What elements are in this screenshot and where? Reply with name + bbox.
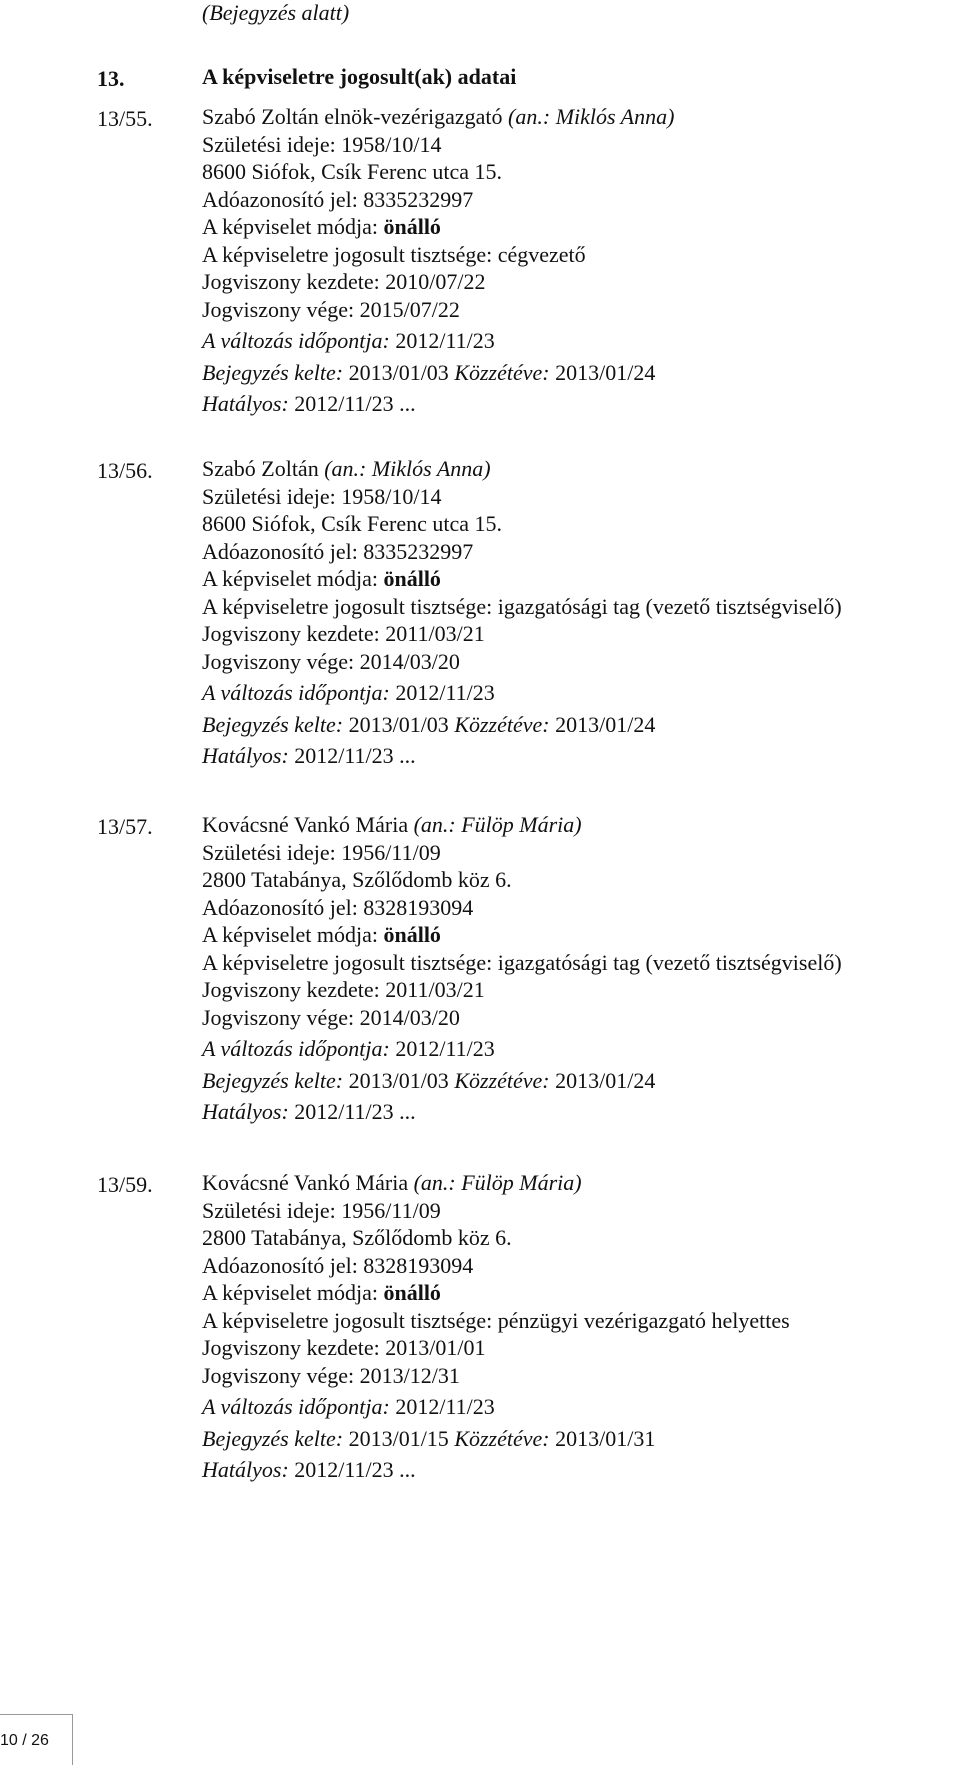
person-name: Kovácsné Vankó Mária	[202, 812, 409, 837]
effective-value: 2012/11/23 ...	[294, 1099, 416, 1124]
start-date: Jogviszony kezdete: 2011/03/21	[202, 621, 485, 646]
pub-value: 2013/01/24	[555, 1067, 656, 1093]
effective-line	[202, 1099, 416, 1125]
pub-value: 2013/01/31	[555, 1425, 656, 1451]
tax-line	[202, 1253, 473, 1279]
birth-date: Születési ideje: 1958/10/14	[202, 131, 442, 157]
address: 2800 Tatabánya, Szőlődomb köz 6.	[202, 1225, 512, 1250]
effective-label: Hatályos:	[202, 743, 289, 768]
title-line	[202, 594, 842, 620]
page-number: 10 / 26	[0, 1732, 49, 1749]
mode-line	[202, 1280, 441, 1306]
start-line	[202, 269, 486, 295]
tax-line	[202, 187, 473, 213]
reg-value: 2013/01/03	[348, 359, 449, 385]
end-date: Jogviszony vége: 2015/07/22	[202, 296, 460, 322]
pub-label: Közzétéve:	[454, 359, 550, 385]
start-line	[202, 977, 485, 1003]
reg-value: 2013/01/03	[348, 1067, 449, 1093]
position-title: A képviseletre jogosult tisztsége: igazgatósági tag (vezető tisztségviselő)	[202, 949, 842, 975]
effective-value: 2012/11/23 ...	[294, 391, 416, 416]
change-label: A változás időpontja:	[202, 1036, 390, 1061]
registration-line	[202, 1068, 655, 1094]
position-title: A képviseletre jogosult tisztsége: pénzügyi vezérigazgató helyettes	[202, 1307, 790, 1333]
end-line	[202, 1005, 460, 1031]
change-line	[202, 1036, 495, 1062]
tax-line	[202, 539, 473, 565]
pub-label: Közzétéve:	[454, 1067, 550, 1093]
entry-number: 13/56.	[97, 458, 153, 483]
mother-name: (an.: Fülöp Mária)	[413, 1170, 582, 1195]
pub-label: Közzétéve:	[454, 1425, 550, 1451]
effective-label: Hatályos:	[202, 1099, 289, 1124]
address: 8600 Siófok, Csík Ferenc utca 15.	[202, 159, 503, 184]
tax-id: Adóazonosító jel: 8328193094	[202, 894, 474, 920]
birth-date: Születési ideje: 1956/11/09	[202, 1197, 441, 1223]
end-line	[202, 1363, 460, 1389]
title-line	[202, 950, 842, 976]
mode-value: önálló	[383, 1280, 441, 1305]
pub-value: 2013/01/24	[555, 359, 656, 385]
position-title: A képviseletre jogosult tisztsége: cégvezető	[202, 241, 586, 267]
address-line	[202, 867, 512, 893]
mode-label: A képviselet módja:	[202, 922, 378, 947]
effective-value: 2012/11/23 ...	[294, 743, 416, 768]
title-line	[202, 1308, 790, 1334]
change-value: 2012/11/23	[395, 1394, 495, 1419]
start-line	[202, 1335, 486, 1361]
change-line	[202, 680, 495, 706]
mother-name: (an.: Miklós Anna)	[324, 456, 491, 481]
tax-id: Adóazonosító jel: 8328193094	[202, 1252, 474, 1278]
person-name: Szabó Zoltán	[202, 456, 319, 481]
birth-line	[202, 840, 441, 866]
mother-name: (an.: Miklós Anna)	[508, 104, 675, 129]
name-line	[202, 1170, 582, 1196]
effective-label: Hatályos:	[202, 1457, 289, 1482]
effective-line	[202, 391, 416, 417]
entry-number: 13/59.	[97, 1172, 153, 1197]
position-title: A képviseletre jogosult tisztsége: igazgatósági tag (vezető tisztségviselő)	[202, 593, 842, 619]
tax-line	[202, 895, 473, 921]
reg-label: Bejegyzés kelte:	[202, 1067, 344, 1093]
pub-value: 2013/01/24	[555, 711, 656, 737]
person-name: Kovácsné Vankó Mária	[202, 1170, 409, 1195]
change-label: A változás időpontja:	[202, 680, 390, 705]
end-line	[202, 649, 460, 675]
address: 2800 Tatabánya, Szőlődomb köz 6.	[202, 867, 512, 892]
pub-label: Közzétéve:	[454, 711, 550, 737]
registration-line	[202, 1426, 655, 1452]
end-date: Jogviszony vége: 2013/12/31	[202, 1362, 460, 1388]
change-value: 2012/11/23	[395, 680, 495, 705]
mode-value: önálló	[383, 214, 441, 239]
start-line	[202, 621, 485, 647]
effective-label: Hatályos:	[202, 391, 289, 416]
mode-value: önálló	[383, 566, 441, 591]
tax-id: Adóazonosító jel: 8335232997	[202, 538, 474, 564]
registration-line	[202, 712, 655, 738]
section-title: A képviseletre jogosult(ak) adatai	[202, 64, 517, 89]
mode-line	[202, 566, 441, 592]
birth-date: Születési ideje: 1956/11/09	[202, 839, 441, 865]
effective-line	[202, 743, 416, 769]
effective-line	[202, 1457, 416, 1483]
name-line	[202, 812, 582, 838]
name-line	[202, 104, 674, 130]
address-line	[202, 1225, 512, 1251]
end-line	[202, 297, 460, 323]
change-label: A változás időpontja:	[202, 1394, 390, 1419]
birth-line	[202, 132, 442, 158]
start-date: Jogviszony kezdete: 2011/03/21	[202, 977, 485, 1002]
reg-label: Bejegyzés kelte:	[202, 711, 344, 737]
mode-label: A képviselet módja:	[202, 214, 378, 239]
address-line	[202, 159, 502, 185]
title-line	[202, 242, 586, 268]
birth-date: Születési ideje: 1958/10/14	[202, 483, 442, 509]
mode-line	[202, 922, 441, 948]
top-note: (Bejegyzés alatt)	[202, 0, 350, 25]
change-line	[202, 328, 495, 354]
change-value: 2012/11/23	[395, 1036, 495, 1061]
change-label: A változás időpontja:	[202, 328, 390, 353]
mode-value: önálló	[383, 922, 441, 947]
end-date: Jogviszony vége: 2014/03/20	[202, 1004, 460, 1030]
section-number: 13.	[97, 66, 125, 91]
birth-line	[202, 1198, 441, 1224]
mode-label: A képviselet módja:	[202, 566, 378, 591]
reg-label: Bejegyzés kelte:	[202, 359, 344, 385]
entry-number: 13/57.	[97, 814, 153, 839]
effective-value: 2012/11/23 ...	[294, 1457, 416, 1482]
reg-value: 2013/01/03	[348, 711, 449, 737]
end-date: Jogviszony vége: 2014/03/20	[202, 648, 460, 674]
start-date: Jogviszony kezdete: 2010/07/22	[202, 269, 486, 294]
reg-value: 2013/01/15	[348, 1425, 449, 1451]
name-line	[202, 456, 491, 482]
change-line	[202, 1394, 495, 1420]
mother-name: (an.: Fülöp Mária)	[413, 812, 582, 837]
reg-label: Bejegyzés kelte:	[202, 1425, 344, 1451]
address-line	[202, 511, 502, 537]
person-name: Szabó Zoltán elnök-vezérigazgató	[202, 104, 503, 129]
address: 8600 Siófok, Csík Ferenc utca 15.	[202, 511, 503, 536]
tax-id: Adóazonosító jel: 8335232997	[202, 186, 474, 212]
registration-line	[202, 360, 655, 386]
birth-line	[202, 484, 442, 510]
entry-number: 13/55.	[97, 106, 153, 131]
mode-line	[202, 214, 441, 240]
start-date: Jogviszony kezdete: 2013/01/01	[202, 1335, 486, 1360]
mode-label: A képviselet módja:	[202, 1280, 378, 1305]
change-value: 2012/11/23	[395, 328, 495, 353]
